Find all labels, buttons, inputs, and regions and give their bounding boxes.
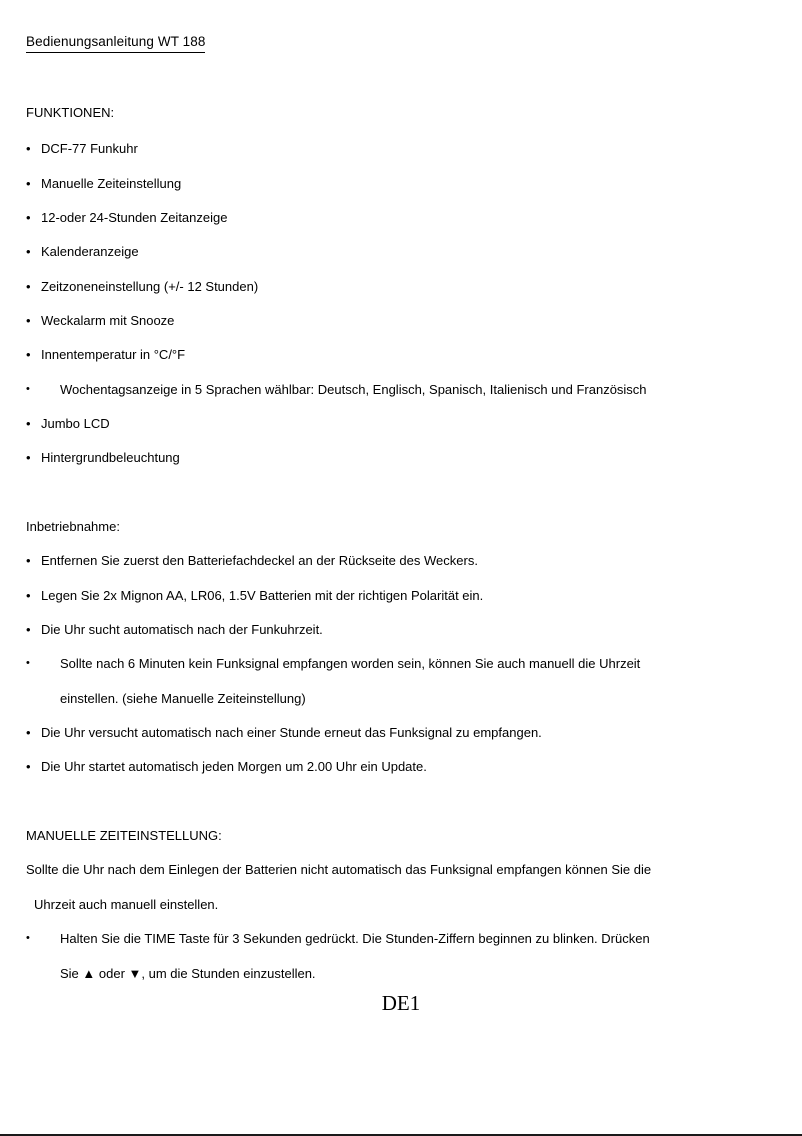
list-item xyxy=(26,140,138,157)
bullet-icon: • xyxy=(26,622,31,637)
list-item xyxy=(26,449,180,466)
list-item xyxy=(26,415,110,432)
section-heading-inbetriebnahme: Inbetriebnahme: xyxy=(26,519,120,534)
bullet-icon: • xyxy=(26,759,31,774)
list-item xyxy=(26,381,647,398)
list-item-label: Hintergrundbeleuchtung xyxy=(41,450,180,465)
bullet-icon: • xyxy=(26,141,31,156)
list-item xyxy=(26,552,478,569)
list-item-label: Innentemperatur in °C/°F xyxy=(41,347,186,362)
section-intro-line-1: Sollte die Uhr nach dem Einlegen der Batterien nicht automatisch das Funksignal empfangen können Sie die xyxy=(26,862,652,877)
page-title: Bedienungsanleitung WT 188 xyxy=(26,33,205,53)
list-item xyxy=(26,278,258,295)
list-item-label: Weckalarm mit Snooze xyxy=(41,313,175,328)
list-item xyxy=(26,587,483,604)
list-item-label: Zeitzoneneinstellung (+/- 12 Stunden) xyxy=(41,279,259,294)
bullet-icon: • xyxy=(26,347,31,362)
list-item-line-1: Sollte nach 6 Minuten kein Funksignal empfangen worden sein, können Sie auch manuell die Uhrzeit xyxy=(60,656,641,671)
list-item xyxy=(26,175,181,192)
list-item xyxy=(26,209,227,226)
bullet-icon: • xyxy=(26,279,31,294)
list-item xyxy=(26,930,650,982)
list-item xyxy=(26,312,174,329)
list-item-line-2: einstellen. (siehe Manuelle Zeiteinstellung) xyxy=(60,691,306,706)
section-heading-funktionen: FUNKTIONEN: xyxy=(26,105,115,120)
list-item-label: Jumbo LCD xyxy=(41,416,110,431)
section-intro-line-2: Uhrzeit auch manuell einstellen. xyxy=(34,897,219,912)
list-item-label: Kalenderanzeige xyxy=(41,244,139,259)
bullet-icon: • xyxy=(26,588,31,603)
list-item-label: 12-oder 24-Stunden Zeitanzeige xyxy=(41,210,228,225)
bullet-icon: • xyxy=(26,725,31,740)
section-heading-manuelle-zeiteinstellung: MANUELLE ZEITEINSTELLUNG: xyxy=(26,828,222,843)
list-item xyxy=(26,758,427,775)
list-item xyxy=(26,346,185,363)
bullet-icon: • xyxy=(26,553,31,568)
list-item-label xyxy=(60,930,650,982)
list-item-label: Wochentagsanzeige in 5 Sprachen wählbar: Deutsch, Englisch, Spanisch, Italienisch und Französisch xyxy=(60,382,647,397)
list-item-line-2: Sie ▲ oder ▼, um die Stunden einzustellen. xyxy=(60,966,316,981)
bullet-icon: • xyxy=(26,313,31,328)
bullet-icon: • xyxy=(26,210,31,225)
list-item-line-1: Halten Sie die TIME Taste für 3 Sekunden gedrückt. Die Stunden-Ziffern beginnen zu blinken. Drücken xyxy=(60,931,650,946)
list-item-label: Manuelle Zeiteinstellung xyxy=(41,176,182,191)
bullet-icon: • xyxy=(26,176,31,191)
list-item-label: DCF-77 Funkuhr xyxy=(41,141,138,156)
bullet-icon: • xyxy=(26,450,31,465)
bullet-icon: • xyxy=(26,244,31,259)
list-item-label xyxy=(60,655,640,707)
bullet-icon: • xyxy=(26,416,31,431)
list-item xyxy=(26,724,542,741)
bullet-icon: • xyxy=(26,932,30,944)
list-item-label: Die Uhr sucht automatisch nach der Funkuhrzeit. xyxy=(41,622,323,637)
list-item-label: Die Uhr versucht automatisch nach einer Stunde erneut das Funksignal zu empfangen. xyxy=(41,725,542,740)
bullet-icon: • xyxy=(26,657,30,669)
page-number: DE1 xyxy=(381,991,421,1015)
list-item xyxy=(26,655,640,707)
list-item-label: Entfernen Sie zuerst den Batteriefachdeckel an der Rückseite des Weckers. xyxy=(41,553,478,568)
list-item-label: Die Uhr startet automatisch jeden Morgen um 2.00 Uhr ein Update. xyxy=(41,759,427,774)
list-item xyxy=(26,621,323,638)
list-item xyxy=(26,243,139,260)
bullet-icon: • xyxy=(26,383,30,395)
list-item-label: Legen Sie 2x Mignon AA, LR06, 1.5V Batterien mit der richtigen Polarität ein. xyxy=(41,588,484,603)
